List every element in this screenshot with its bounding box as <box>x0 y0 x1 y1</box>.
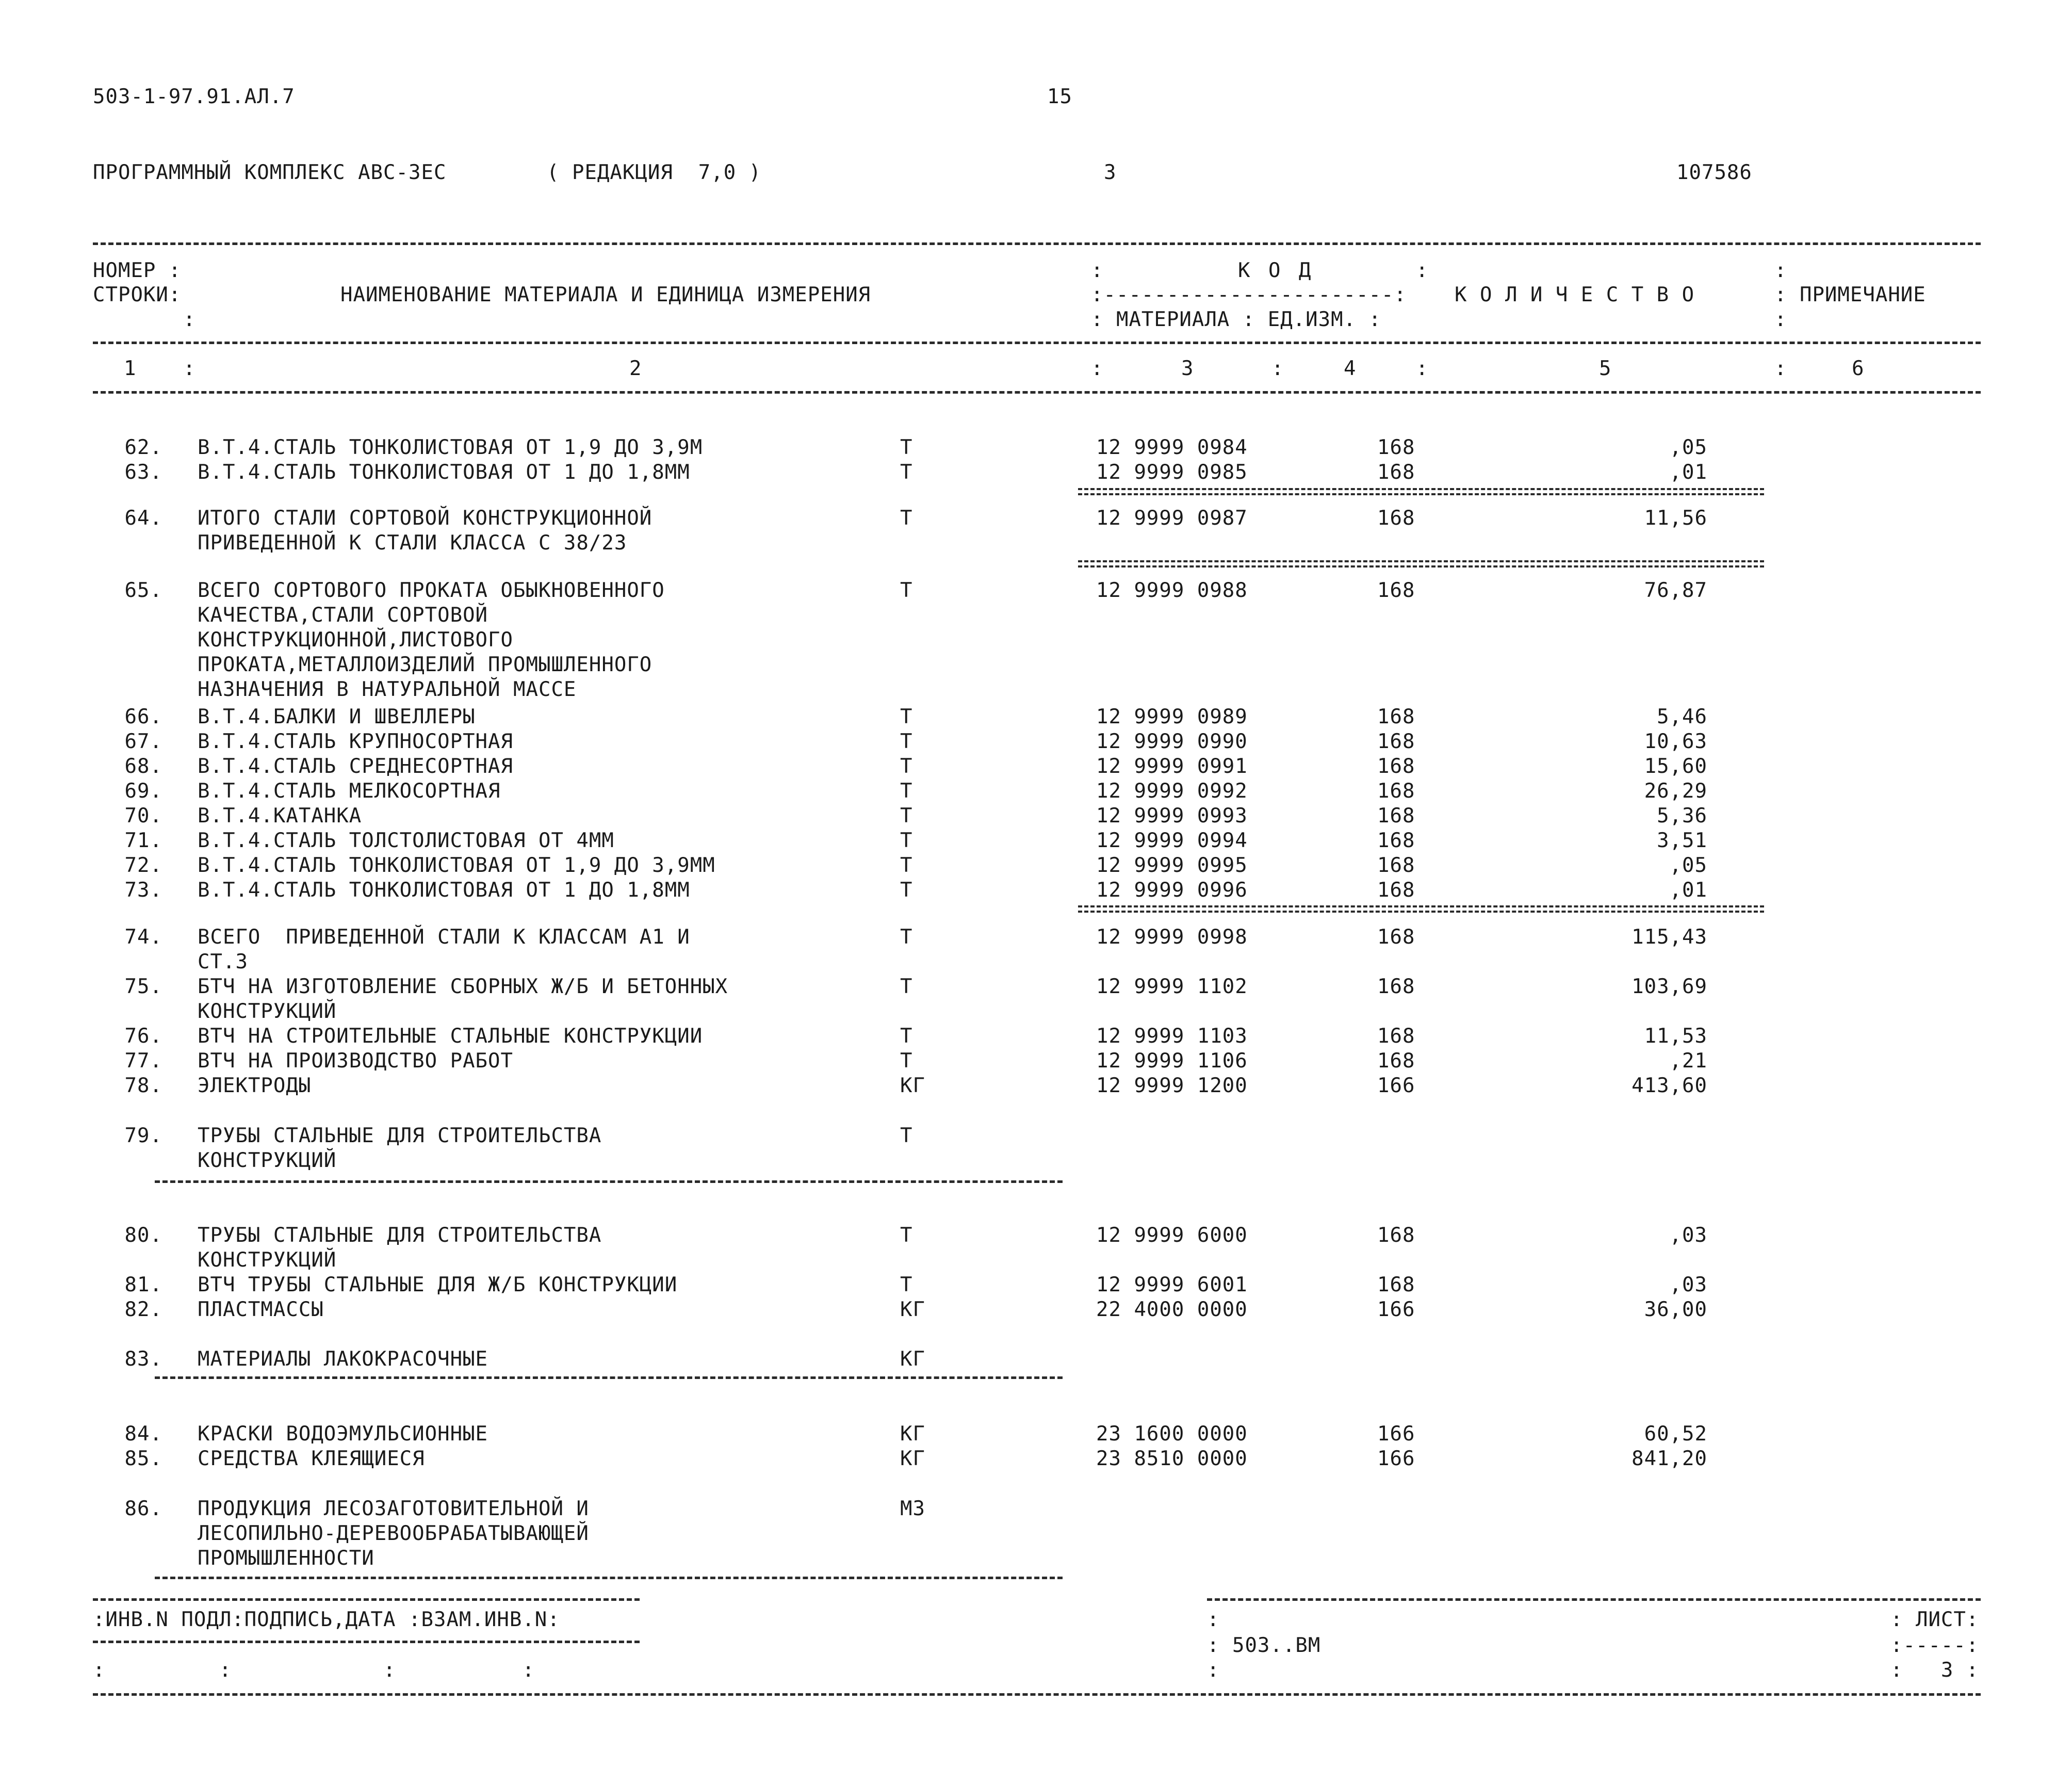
row-material-name: НАЗНАЧЕНИЯ В НАТУРАЛЬНОЙ МАССЕ <box>198 678 577 701</box>
col-note-colon: : <box>1774 259 1787 282</box>
row-material-name: ТРУБЫ СТАЛЬНЫЕ ДЛЯ СТРОИТЕЛЬСТВА <box>198 1124 602 1147</box>
row-number: 69. <box>124 780 162 803</box>
row-unit: Т <box>900 829 913 852</box>
row-number: 68. <box>124 755 162 778</box>
row-material-name: В.Т.4.СТАЛЬ МЕЛКОСОРТНАЯ <box>198 780 501 803</box>
row-material-name: В.Т.4.СТАЛЬ ТОНКОЛИСТОВАЯ ОТ 1 ДО 1,8ММ <box>198 879 690 902</box>
row-material-code: 23 1600 0000 <box>1096 1422 1248 1446</box>
row-unit-code: 168 <box>1377 579 1415 602</box>
row-material-name: МАТЕРИАЛЫ ЛАКОКРАСОЧНЫЕ <box>198 1348 488 1371</box>
row-material-name: ВТЧ ТРУБЫ СТАЛЬНЫЕ ДЛЯ Ж/Б КОНСТРУКЦИИ <box>198 1273 678 1296</box>
row-number: 83. <box>124 1348 162 1371</box>
program-edition: ( РЕДАКЦИЯ 7,0 ) <box>547 161 762 184</box>
row-unit-code: 168 <box>1377 755 1415 778</box>
col-number-colon: : <box>183 308 196 331</box>
row-unit: М3 <box>900 1497 925 1520</box>
row-unit: КГ <box>900 1298 925 1321</box>
row-unit: Т <box>900 436 913 459</box>
row-material-name: В.Т.4.СТАЛЬ ТОНКОЛИСТОВАЯ ОТ 1 ДО 1,8ММ <box>198 461 690 484</box>
col-code-colon-right: : <box>1416 259 1429 282</box>
col-index-3: 3 <box>1181 357 1194 380</box>
row-unit-code: 166 <box>1377 1422 1415 1446</box>
row-unit: Т <box>900 1049 913 1073</box>
row-unit: Т <box>900 730 913 753</box>
row-unit: Т <box>900 804 913 828</box>
stamp-rule-top <box>93 1598 640 1601</box>
row-material-name: ВТЧ НА СТРОИТЕЛЬНЫЕ СТАЛЬНЫЕ КОНСТРУКЦИИ <box>198 1025 703 1048</box>
row-unit: Т <box>900 1025 913 1048</box>
col-index-colon-5: : <box>1774 357 1787 380</box>
section-number: 3 <box>1104 161 1117 184</box>
col-index-colon-4: : <box>1416 357 1429 380</box>
document-serial: 107586 <box>1676 161 1752 184</box>
col-note-title: : ПРИМЕЧАНИЕ <box>1774 283 1926 306</box>
sheet-number: : 3 : <box>1890 1659 1979 1682</box>
row-quantity: 115,43 <box>1632 926 1707 949</box>
sheet-label: : ЛИСТ: <box>1890 1608 1979 1631</box>
row-unit-code: 168 <box>1377 975 1415 998</box>
row-material-name: КРАСКИ ВОДОЭМУЛЬСИОННЫЕ <box>198 1422 488 1446</box>
row-unit: Т <box>900 780 913 803</box>
row-material-code: 12 9999 0988 <box>1096 579 1248 602</box>
row-quantity: 11,53 <box>1644 1025 1707 1048</box>
row-unit-code: 168 <box>1377 926 1415 949</box>
row-number: 85. <box>124 1447 162 1470</box>
row-unit-code: 166 <box>1377 1298 1415 1321</box>
row-number: 70. <box>124 804 162 828</box>
col-index-4: 4 <box>1344 357 1357 380</box>
row-unit: Т <box>900 926 913 949</box>
row-material-name: СТ.3 <box>198 950 248 974</box>
col-index-colon-1: : <box>183 357 196 380</box>
row-material-code: 12 9999 0989 <box>1096 705 1248 728</box>
row-unit-code: 168 <box>1377 804 1415 828</box>
row-quantity: 10,63 <box>1644 730 1707 753</box>
row-material-name: ТРУБЫ СТАЛЬНЫЕ ДЛЯ СТРОИТЕЛЬСТВА <box>198 1224 602 1247</box>
row-unit-code: 168 <box>1377 730 1415 753</box>
col-index-colon-3: : <box>1271 357 1284 380</box>
row-quantity: ,03 <box>1669 1224 1707 1247</box>
subtotal-separator-2 <box>1078 560 1764 567</box>
row-quantity: 15,60 <box>1644 755 1707 778</box>
row-material-name: КОНСТРУКЦИЙ <box>198 1248 337 1272</box>
row-quantity: 11,56 <box>1644 507 1707 530</box>
col-index-2: 2 <box>629 357 642 380</box>
row-material-name: БТЧ НА ИЗГОТОВЛЕНИЕ СБОРНЫХ Ж/Б И БЕТОННЫХ <box>198 975 728 998</box>
col-code-colon-left: : <box>1091 259 1104 282</box>
row-unit-code: 168 <box>1377 879 1415 902</box>
row-number: 74. <box>124 926 162 949</box>
row-unit-code: 168 <box>1377 780 1415 803</box>
row-unit-code: 168 <box>1377 436 1415 459</box>
row-number: 65. <box>124 579 162 602</box>
row-material-name: В.Т.4.КАТАНКА <box>198 804 362 828</box>
row-material-name: ВТЧ НА ПРОИЗВОДСТВО РАБОТ <box>198 1049 513 1073</box>
group-rule-2 <box>155 1376 1063 1379</box>
row-material-name: СРЕДСТВА КЛЕЯЩИЕСЯ <box>198 1447 425 1470</box>
row-unit: КГ <box>900 1422 925 1446</box>
row-material-name: В.Т.4.БАЛКИ И ШВЕЛЛЕРЫ <box>198 705 476 728</box>
row-number: 67. <box>124 730 162 753</box>
row-material-code: 12 9999 0987 <box>1096 507 1248 530</box>
row-unit-code: 168 <box>1377 705 1415 728</box>
title-block-rule-top <box>1207 1598 1981 1601</box>
row-number: 81. <box>124 1273 162 1296</box>
row-material-code: 12 9999 0990 <box>1096 730 1248 753</box>
row-quantity: ,21 <box>1669 1049 1707 1073</box>
row-quantity: 413,60 <box>1632 1074 1707 1097</box>
row-unit: Т <box>900 1273 913 1296</box>
col-code-title: К О Д <box>1238 259 1314 282</box>
row-number: 64. <box>124 507 162 530</box>
row-unit-code: 168 <box>1377 1025 1415 1048</box>
col-index-1: 1 <box>124 357 137 380</box>
row-material-name: В.Т.4.СТАЛЬ ТОЛСТОЛИСТОВАЯ ОТ 4ММ <box>198 829 614 852</box>
row-quantity: 26,29 <box>1644 780 1707 803</box>
row-number: 84. <box>124 1422 162 1446</box>
col-index-colon-2: : <box>1091 357 1104 380</box>
row-material-name: В.Т.4.СТАЛЬ СРЕДНЕСОРТНАЯ <box>198 755 513 778</box>
subtotal-separator-1 <box>1078 488 1764 495</box>
row-quantity: 103,69 <box>1632 975 1707 998</box>
row-quantity: ,03 <box>1669 1273 1707 1296</box>
col-number-label-1: НОМЕР : <box>93 259 182 282</box>
header-rule-bottom <box>93 391 1981 394</box>
col-quantity-title: К О Л И Ч Е С Т В О <box>1455 283 1695 306</box>
stamp-rule-middle <box>93 1641 640 1643</box>
row-number: 78. <box>124 1074 162 1097</box>
col-index-5: 5 <box>1599 357 1612 380</box>
row-number: 75. <box>124 975 162 998</box>
row-number: 72. <box>124 854 162 877</box>
row-unit: Т <box>900 1124 913 1147</box>
row-number: 82. <box>124 1298 162 1321</box>
row-material-name: ПРОКАТА,МЕТАЛЛОИЗДЕЛИЙ ПРОМЫШЛЕННОГО <box>198 653 652 676</box>
row-unit-code: 168 <box>1377 1273 1415 1296</box>
row-quantity: 3,51 <box>1657 829 1707 852</box>
row-unit-code: 168 <box>1377 854 1415 877</box>
header-rule-middle <box>93 342 1981 344</box>
row-unit: Т <box>900 755 913 778</box>
row-material-name: ПЛАСТМАССЫ <box>198 1298 324 1321</box>
row-material-name: КАЧЕСТВА,СТАЛИ СОРТОВОЙ <box>198 604 488 627</box>
row-quantity: 60,52 <box>1644 1422 1707 1446</box>
row-material-code: 12 9999 0993 <box>1096 804 1248 828</box>
row-material-code: 12 9999 0996 <box>1096 879 1248 902</box>
row-unit: Т <box>900 579 913 602</box>
row-number: 71. <box>124 829 162 852</box>
row-quantity: ,01 <box>1669 879 1707 902</box>
title-block-colon-1: : <box>1207 1608 1220 1631</box>
row-number: 86. <box>124 1497 162 1520</box>
group-rule-1 <box>155 1180 1063 1183</box>
row-material-code: 12 9999 0995 <box>1096 854 1248 877</box>
row-unit: Т <box>900 879 913 902</box>
stamp-cells: : : : : <box>93 1659 535 1682</box>
col-number-label-2: СТРОКИ: <box>93 283 182 306</box>
row-material-code: 12 9999 6001 <box>1096 1273 1248 1296</box>
col-code-separator: :-----------------------: <box>1091 283 1407 306</box>
row-material-code: 12 9999 1106 <box>1096 1049 1248 1073</box>
row-number: 76. <box>124 1025 162 1048</box>
row-quantity: ,05 <box>1669 436 1707 459</box>
stamp-labels: :ИНВ.N ПОДЛ:ПОДПИСЬ,ДАТА :ВЗАМ.ИНВ.N: <box>93 1608 560 1631</box>
row-material-name: ПРОДУКЦИЯ ЛЕСОЗАГОТОВИТЕЛЬНОЙ И <box>198 1497 589 1520</box>
row-material-code: 12 9999 1103 <box>1096 1025 1248 1048</box>
footer-rule-bottom <box>93 1693 1981 1696</box>
row-unit: Т <box>900 854 913 877</box>
row-material-code: 12 9999 0994 <box>1096 829 1248 852</box>
row-material-code: 22 4000 0000 <box>1096 1298 1248 1321</box>
row-material-code: 12 9999 1102 <box>1096 975 1248 998</box>
row-number: 77. <box>124 1049 162 1073</box>
program-title: ПРОГРАММНЫЙ КОМПЛЕКС АВС-3ЕС <box>93 161 447 184</box>
header-rule-top <box>93 242 1981 245</box>
row-material-name: ЛЕСОПИЛЬНО-ДЕРЕВООБРАБАТЫВАЮЩЕЙ <box>198 1522 589 1545</box>
row-unit-code: 166 <box>1377 1447 1415 1470</box>
row-unit-code: 168 <box>1377 829 1415 852</box>
row-quantity: 5,36 <box>1657 804 1707 828</box>
row-unit-code: 168 <box>1377 461 1415 484</box>
row-unit-code: 168 <box>1377 1049 1415 1073</box>
row-material-name: В.Т.4.СТАЛЬ ТОНКОЛИСТОВАЯ ОТ 1,9 ДО 3,9ММ <box>198 854 715 877</box>
subtotal-separator-3 <box>1078 905 1764 913</box>
row-unit: Т <box>900 507 913 530</box>
row-material-name: КОНСТРУКЦИОННОЙ,ЛИСТОВОГО <box>198 628 513 652</box>
row-number: 73. <box>124 879 162 902</box>
row-material-name: КОНСТРУКЦИЙ <box>198 1149 337 1172</box>
row-quantity: 841,20 <box>1632 1447 1707 1470</box>
row-quantity: 5,46 <box>1657 705 1707 728</box>
row-material-code: 12 9999 0998 <box>1096 926 1248 949</box>
row-unit-code: 166 <box>1377 1074 1415 1097</box>
col-index-6: 6 <box>1852 357 1865 380</box>
row-material-code: 12 9999 0991 <box>1096 755 1248 778</box>
row-quantity: 76,87 <box>1644 579 1707 602</box>
row-material-name: ВСЕГО ПРИВЕДЕННОЙ СТАЛИ К КЛАССАМ А1 И <box>198 926 690 949</box>
row-number: 62. <box>124 436 162 459</box>
row-material-code: 12 9999 0984 <box>1096 436 1248 459</box>
row-material-name: ПРИВЕДЕННОЙ К СТАЛИ КЛАССА С 38/23 <box>198 531 627 555</box>
row-unit: Т <box>900 1224 913 1247</box>
group-rule-3 <box>155 1577 1063 1579</box>
sheet-separator: :-----: <box>1890 1634 1979 1657</box>
row-unit: КГ <box>900 1074 925 1097</box>
row-material-code: 23 8510 0000 <box>1096 1447 1248 1470</box>
row-material-code: 12 9999 1200 <box>1096 1074 1248 1097</box>
document-code: 503-1-97.91.АЛ.7 <box>93 85 295 108</box>
row-quantity: ,01 <box>1669 461 1707 484</box>
row-unit: КГ <box>900 1348 925 1371</box>
row-unit-code: 168 <box>1377 1224 1415 1247</box>
col-name-title: НАИМЕНОВАНИЕ МАТЕРИАЛА И ЕДИНИЦА ИЗМЕРЕНИЯ <box>340 283 871 306</box>
row-material-name: ВСЕГО СОРТОВОГО ПРОКАТА ОБЫКНОВЕННОГО <box>198 579 665 602</box>
row-number: 66. <box>124 705 162 728</box>
row-unit: Т <box>900 705 913 728</box>
row-material-code: 12 9999 6000 <box>1096 1224 1248 1247</box>
row-number: 63. <box>124 461 162 484</box>
row-number: 80. <box>124 1224 162 1247</box>
row-quantity: 36,00 <box>1644 1298 1707 1321</box>
col-code-subheader: : МАТЕРИАЛА : ЕД.ИЗМ. : <box>1091 308 1382 331</box>
col-note-colon-2: : <box>1774 308 1787 331</box>
row-material-code: 12 9999 0985 <box>1096 461 1248 484</box>
row-unit: КГ <box>900 1447 925 1470</box>
row-material-name: ПРОМЫШЛЕННОСТИ <box>198 1547 374 1570</box>
row-material-name: В.Т.4.СТАЛЬ ТОНКОЛИСТОВАЯ ОТ 1,9 ДО 3,9М <box>198 436 703 459</box>
row-material-name: ИТОГО СТАЛИ СОРТОВОЙ КОНСТРУКЦИОННОЙ <box>198 507 652 530</box>
page-number: 15 <box>1047 85 1072 108</box>
row-material-name: КОНСТРУКЦИЙ <box>198 1000 337 1023</box>
row-quantity: ,05 <box>1669 854 1707 877</box>
row-material-name: В.Т.4.СТАЛЬ КРУПНОСОРТНАЯ <box>198 730 513 753</box>
row-number: 79. <box>124 1124 162 1147</box>
row-material-name: ЭЛЕКТРОДЫ <box>198 1074 312 1097</box>
row-unit: Т <box>900 975 913 998</box>
row-unit: Т <box>900 461 913 484</box>
row-material-code: 12 9999 0992 <box>1096 780 1248 803</box>
title-block-doc-ref: : 503..ВМ <box>1207 1634 1321 1657</box>
title-block-colon-2: : <box>1207 1659 1220 1682</box>
row-unit-code: 168 <box>1377 507 1415 530</box>
